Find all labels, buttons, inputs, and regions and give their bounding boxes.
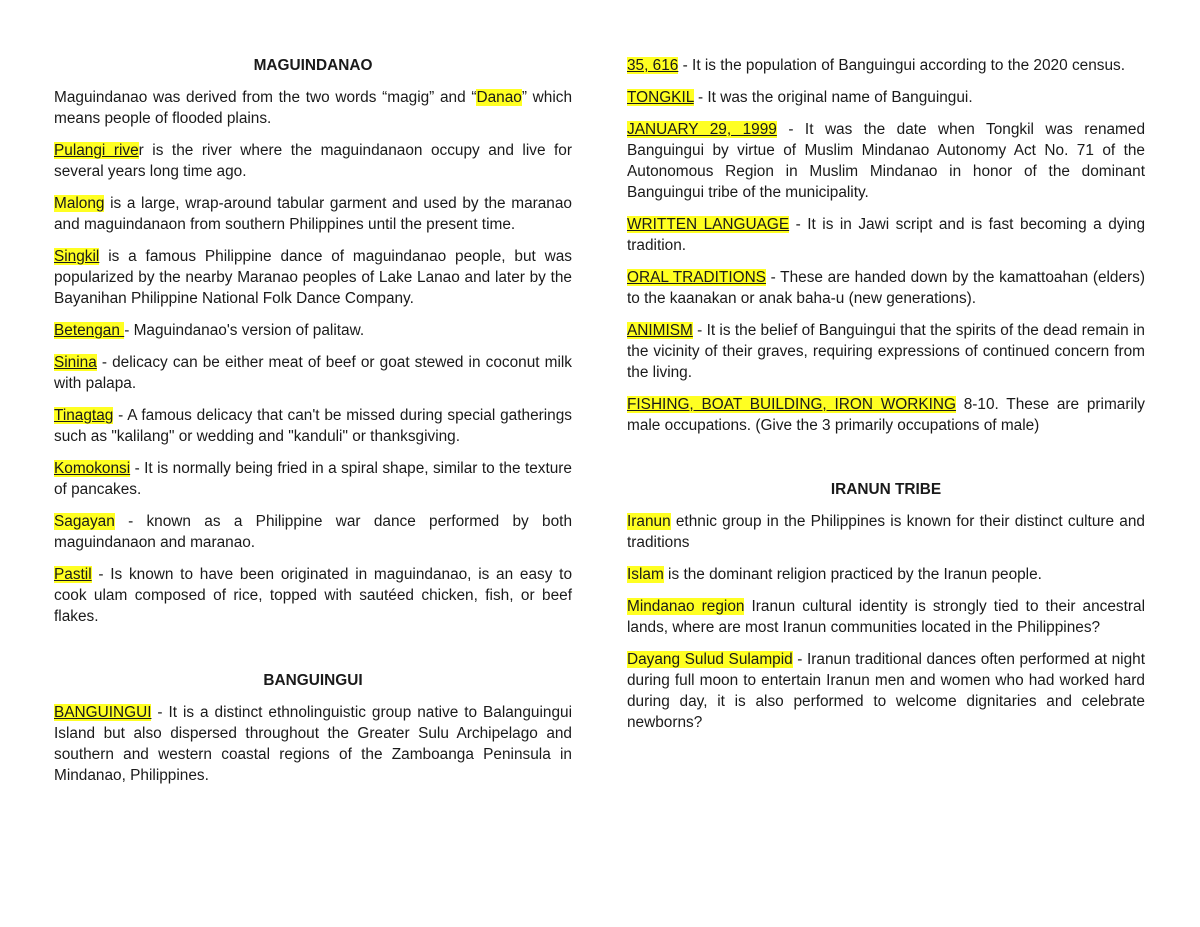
entry-text: - Is known to have been originated in maguindanao, is an easy to cook ulam composed of rice, topped with sautéed chicken, fish, or beef flakes.	[54, 566, 572, 625]
entry-tinagtag	[54, 405, 572, 447]
entry-text: - It is in Jawi script and is fast becoming a dying tradition.	[627, 216, 1146, 254]
left-column	[54, 55, 572, 797]
heading-iranun-tribe: IRANUN TRIBE	[830, 481, 942, 498]
entry-text: - It is a distinct ethnolinguistic group native to Balanguingui Island but also dispersed throughout the Greater Sulu Archipelago and southern and western coastal regions of the Zamboanga Peninsula in Mindanao, Philippines.	[54, 704, 572, 784]
entry-text: - Maguindanao's version of palitaw.	[124, 322, 365, 339]
entry-text: - known as a Philippine war dance performed by both maguindanaon and maranao.	[54, 513, 572, 551]
entry-pulangi-river	[54, 140, 572, 182]
term-komokonsi: Komokonsi	[54, 460, 131, 477]
entry-text: - It is the population of Banguingui according to the 2020 census.	[678, 57, 1125, 74]
entry-text: - It is the belief of Banguingui that the spirits of the dead remain in the vicinity of their graves, requiring expressions of continued concern from the living.	[627, 322, 1145, 381]
term-written-language: WRITTEN LANGUAGE	[627, 216, 790, 233]
entry-text: - These are handed down by the kamattoahan (elders) to the kaanakan or anak baha-u (new generations).	[627, 269, 1145, 307]
term-oral-traditions: ORAL TRADITIONS	[627, 269, 766, 286]
term-tinagtag: Tinagtag	[54, 407, 114, 424]
heading-maguindanao: MAGUINDANAO	[253, 57, 373, 74]
entry-malong	[54, 193, 572, 235]
entry-text: ethnic group in the Philippines is known for their distinct culture and traditions	[627, 513, 1145, 551]
entry-oral-traditions	[627, 267, 1145, 309]
entry-text: is a famous Philippine dance of maguindanao people, but was popularized by the nearby Maranao peoples of Lake Lanao and later by the Bayanihan Philippine National Folk Dance Company.	[54, 248, 572, 307]
term-sagayan: Sagayan	[54, 513, 115, 530]
entry-iranun	[627, 511, 1145, 553]
heading-banguingui: BANGUINGUI	[263, 672, 363, 689]
entry-text: Maguindanao was derived from the two words “magig” and “	[54, 89, 477, 106]
term-population: 35, 616	[627, 57, 679, 74]
entry-text: - It was the date when Tongkil was renamed Banguingui by virtue of Muslim Mindanao Autonomy Act No. 71 of the Autonomous Region in Muslim Mindanao in honor of the dominant Banguingui tribe of the municipality.	[627, 121, 1146, 201]
term-singkil: Singkil	[54, 248, 100, 265]
entry-text: - It was the original name of Banguingui.	[693, 89, 973, 106]
entry-text: - It is normally being fried in a spiral shape, similar to the texture of pancakes.	[54, 460, 572, 498]
entry-text: ” which means people of flooded plains.	[54, 89, 573, 127]
entry-text: 8-10. These are primarily male occupations. (Give the 3 primarily occupations of male)	[627, 396, 1145, 434]
entry-animism	[627, 320, 1145, 383]
entry-male-occupations	[627, 394, 1145, 436]
entry-sagayan	[54, 511, 572, 553]
entry-text: r is the river where the maguindanaon occupy and live for several years long time ago.	[54, 142, 572, 180]
term-banguingui: BANGUINGUI	[54, 704, 152, 721]
term-malong: Malong	[54, 195, 105, 212]
entry-written-language	[627, 214, 1145, 256]
section-spacer	[54, 638, 572, 670]
entry-sinina	[54, 352, 572, 394]
entry-text: - delicacy can be either meat of beef or goat stewed in coconut milk with palapa.	[54, 354, 572, 392]
entry-text: is a large, wrap-around tabular garment and used by the maranao and maguindanaon from southern Philippines until the present time.	[54, 195, 572, 233]
term-sinina: Sinina	[54, 354, 97, 371]
entry-singkil	[54, 246, 572, 309]
entry-maguindanao-origin	[54, 87, 572, 129]
entry-dayang-sulud-sulampid	[627, 649, 1145, 733]
term-dayang-sulud-sulampid: Dayang Sulud Sulampid	[627, 651, 793, 668]
entry-islam	[627, 564, 1145, 585]
term-tongkil: TONGKIL	[627, 89, 694, 106]
entry-text: is the dominant religion practiced by the Iranun people.	[663, 566, 1042, 583]
term-danao: Danao	[476, 89, 522, 106]
entry-text: Iranun cultural identity is strongly tied to their ancestral lands, where are most Iranun communities located in the Philippines?	[627, 598, 1145, 636]
section-spacer	[627, 447, 1145, 479]
term-pulangi-river: Pulangi rive	[54, 142, 139, 159]
term-animism: ANIMISM	[627, 322, 693, 339]
entry-mindanao-region	[627, 596, 1145, 638]
entry-text: - A famous delicacy that can't be missed during special gatherings such as "kalilang" or wedding and "kanduli" or thanksgiving.	[54, 407, 572, 445]
term-january-29-1999: JANUARY 29, 1999	[627, 121, 777, 138]
term-betengan: Betengan	[54, 322, 125, 339]
term-pastil: Pastil	[54, 566, 92, 583]
entry-banguingui	[54, 702, 572, 786]
term-iranun: Iranun	[627, 513, 671, 530]
term-islam: Islam	[627, 566, 664, 583]
term-male-occupations: FISHING, BOAT BUILDING, IRON WORKING	[627, 396, 956, 413]
right-column	[627, 55, 1145, 744]
entry-january-29	[627, 119, 1145, 203]
entry-population	[627, 55, 1145, 76]
entry-tongkil	[627, 87, 1145, 108]
entry-komokonsi	[54, 458, 572, 500]
entry-betengan	[54, 320, 572, 341]
entry-pastil	[54, 564, 572, 627]
term-mindanao-region: Mindanao region	[627, 598, 745, 615]
entry-text: - Iranun traditional dances often performed at night during full moon to entertain Iranun men and women who had worked hard during day, it is also performed to welcome dignitaries and celebrate newborns?	[627, 651, 1145, 731]
